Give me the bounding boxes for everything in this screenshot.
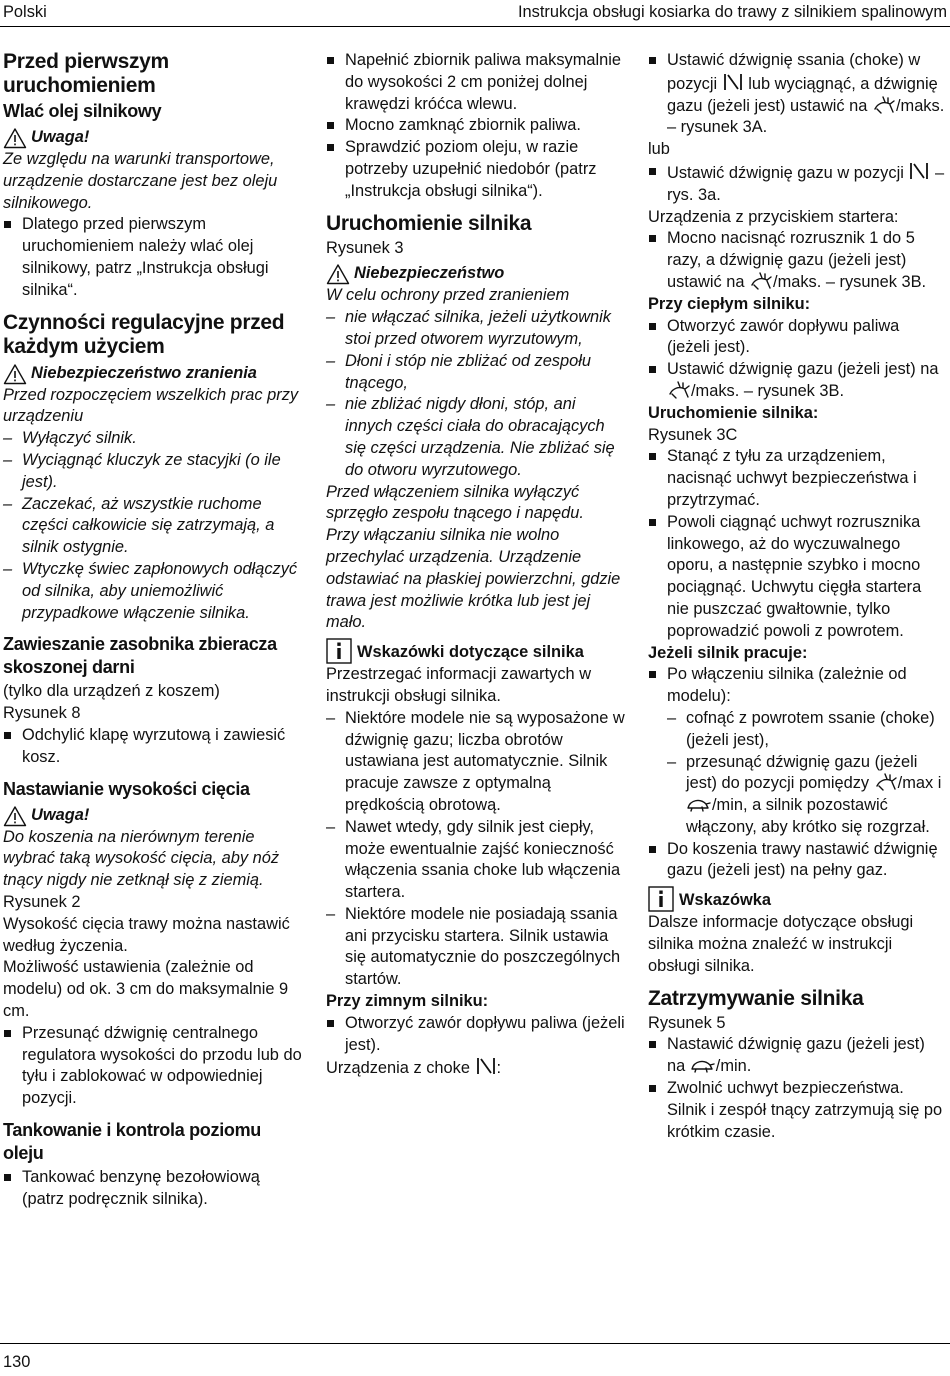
list-item: Otworzyć zawór dopływu paliwa (jeżeli jest). <box>648 316 946 360</box>
list-item: Zwolnić uchwyt bezpieczeństwa. Silnik i zespół tnący zatrzymują się po krótkim czasie. <box>648 1078 946 1143</box>
list-item: – Dłoni i stóp nie zbliżać od zespołu tnącego, <box>326 351 626 395</box>
info-engine-title: Wskazówki dotyczące silnika <box>357 643 584 662</box>
danger-start-intro: W celu ochrony przed zranieniem <box>326 286 570 305</box>
warning-height <box>3 805 303 827</box>
section-heading-first-start: Przed pierwszym uruchomieniem <box>3 50 169 97</box>
warning-oil-title: Uwaga! <box>31 128 90 147</box>
warning-triangle-icon <box>3 805 27 827</box>
list-item: Ustawić dźwignię ssania (choke) w pozycji lub wyciągnąć, a dźwignię gazu (jeżeli jest) ustawić na /maks. – rysunek 3A. <box>648 50 946 139</box>
starter-label: Urządzenia z przyciskiem startera: <box>648 207 899 226</box>
list-item: – Niektóre modele nie są wyposażone w dźwignię gazu; liczba obrotów ustawiana jest automatycznie. Silnik pracuje zawsze z optymalną prędkością obrotową. <box>326 708 626 817</box>
danger-start <box>326 263 626 285</box>
header-rule <box>0 26 950 27</box>
list-item: – nie włączać silnika, jeżeli użytkownik stoi przed otworem wyrzutowym, <box>326 307 626 351</box>
height-paragraph-1: Wysokość cięcia trawy można nastawić według życzenia. <box>3 914 290 955</box>
stop-figure-ref: Rysunek 5 <box>648 1013 726 1032</box>
sub-list-item: – przesunąć dźwignię gazu (jeżeli jest) do pozycji pomiędzy /max i /min, a silnik pozostawić włączony, aby krótko się rozgrzał. <box>667 752 946 839</box>
tortoise-min-icon <box>690 1056 716 1074</box>
list-item: Dlatego przed pierwszym uruchomieniem należy wlać olej silnikowy, patrz „Instrukcja obsługi silnika“. <box>3 214 303 301</box>
list-item: Otworzyć zawór dopływu paliwa (jeżeli jest). <box>326 1013 626 1057</box>
info-engine <box>326 638 626 664</box>
info-engine-intro: Przestrzegać informacji zawartych w instrukcji obsługi silnika. <box>326 665 592 705</box>
column-3 <box>648 50 946 1143</box>
warning-triangle-icon <box>3 127 27 149</box>
list-item: Odchylić klapę wyrzutową i zawiesić kosz. <box>3 725 303 769</box>
choke-icon <box>475 1056 497 1076</box>
hare-max-icon <box>749 272 773 290</box>
engine-running-title: Jeżeli silnik pracuje: <box>648 643 808 662</box>
danger-start-paragraph-2: Przy włączaniu silnika nie wolno przechylać urządzenia. Urządzenie odstawiać na płaskiej powierzchni, gdzie trawa jest możliwie krótka lub jest jej mało. <box>326 526 621 632</box>
list-item: Napełnić zbiornik paliwa maksymalnie do wysokości 2 cm poniżej dolnej krawędzi króćca wlewu. <box>326 50 626 115</box>
warning-height-title: Uwaga! <box>31 805 90 824</box>
list-item: Ustawić dźwignię gazu w pozycji – rys. 3a. <box>648 161 946 207</box>
hare-max-icon <box>667 381 691 399</box>
section-heading-stop: Zatrzymywanie silnika <box>648 986 864 1010</box>
footer-rule <box>0 1343 950 1344</box>
list-item: Nastawić dźwignię gazu (jeżeli jest) na /min. <box>648 1034 946 1078</box>
cold-engine-title: Przy zimnym silniku: <box>326 992 489 1011</box>
info-icon <box>648 886 674 912</box>
danger-injury <box>3 363 303 385</box>
list-item: Mocno nacisnąć rozrusznik 1 do 5 razy, a dźwignię gazu (jeżeli jest) ustawić na /maks. – rysunek 3B. <box>648 228 946 293</box>
tortoise-min-icon <box>686 795 712 813</box>
section-heading-regulation: Czynności regulacyjne przed każdym użyciem <box>3 310 285 358</box>
warning-oil <box>3 127 303 149</box>
start-figure-ref: Rysunek 3C <box>648 425 738 444</box>
danger-start-title: Niebezpieczeństwo <box>354 264 505 283</box>
choke-icon <box>908 161 930 181</box>
list-item: – Nawet wtedy, gdy silnik jest ciepły, może ewentualnie zajść konieczność włączenia ssania choke lub włączenia startera. <box>326 817 626 904</box>
bag-note: (tylko dla urządzeń z koszem) <box>3 682 220 701</box>
list-item: – nie zbliżać nigdy dłoni, stóp, ani innych części ciała do obracających się części urządzenia. Nie zbliżać się do otworu wyrzutowego. <box>326 394 626 481</box>
list-item: Stanąć z tyłu za urządzeniem, nacisnąć uchwyt bezpieczeństwa i przytrzymać. <box>648 446 946 511</box>
column-2 <box>326 50 626 1080</box>
sub-list-item: – cofnąć z powrotem ssanie (choke) (jeżeli jest), <box>667 708 946 752</box>
info-note-title: Wskazówka <box>679 891 772 910</box>
list-item: Przesunąć dźwignię centralnego regulatora wysokości do przodu lub do tyłu i zablokować w odpowiedniej pozycji. <box>3 1023 303 1110</box>
warning-triangle-icon <box>3 363 27 385</box>
list-item: Mocno zamknąć zbiornik paliwa. <box>326 115 626 137</box>
choke-label: Urządzenia z choke : <box>326 1056 626 1080</box>
header-language: Polski <box>3 3 47 21</box>
list-item: – Wyłączyć silnik. <box>3 428 303 450</box>
column-1 <box>3 50 303 1210</box>
page-header <box>3 0 947 27</box>
choke-icon <box>722 72 744 92</box>
start-figure-ref: Rysunek 3 <box>326 238 404 257</box>
list-item: Powoli ciągnąć uchwyt rozrusznika linkowego, aż do wyczuwalnego oporu, a następnie szybko i mocno pociągnąć. Uchwytu cięgła startera nie puszczać gwałtownie, tylko poprowadzić powoli z powrotem. <box>648 512 946 643</box>
or-label: lub <box>648 140 670 159</box>
danger-injury-title: Niebezpieczeństwo zranienia <box>31 363 257 382</box>
subheading-oil: Wlać olej silnikowy <box>3 101 162 121</box>
page-number: 130 <box>3 1353 31 1371</box>
list-item: – Wtyczkę świec zapłonowych odłączyć od silnika, aby uniemożliwić przypadkowe włączenie silnika. <box>3 559 303 624</box>
list-item: – Niektóre modele nie posiadają ssania ani przycisku startera. Silnik ustawia się automatycznie do poszczególnych startów. <box>326 904 626 991</box>
section-heading-height: Nastawianie wysokości cięcia <box>3 778 250 799</box>
list-item: Po włączeniu silnika (zależnie od modelu): – cofnąć z powrotem ssanie (choke) (jeżeli jest), – przesunąć dźwignię gazu (jeżeli jest) do pozycji pomiędzy /max i /min, a silnik pozostawić włączony, aby krótko się rozgrzał. <box>648 664 946 838</box>
warning-triangle-icon <box>326 263 350 285</box>
height-figure-ref: Rysunek 2 <box>3 892 81 911</box>
bag-figure-ref: Rysunek 8 <box>3 704 81 723</box>
danger-injury-intro: Przed rozpoczęciem wszelkich prac przy urządzeniu <box>3 385 299 426</box>
list-item: Do koszenia trawy nastawić dźwignię gazu (jeżeli jest) na pełny gaz. <box>648 839 946 883</box>
warning-oil-text: Ze względu na warunki transportowe, urządzenie dostarczane jest bez oleju silnikowego. <box>3 150 278 212</box>
hare-max-icon <box>874 773 898 791</box>
info-note-text: Dalsze informacje dotyczące obsługi silnika można znaleźć w instrukcji obsługi silnika. <box>648 913 914 975</box>
info-icon <box>326 638 352 664</box>
header-title: Instrukcja obsługi kosiarka do trawy z silnikiem spalinowym <box>517 3 947 21</box>
section-heading-fuel: Tankowanie i kontrola poziomu oleju <box>3 1119 261 1163</box>
list-item: Ustawić dźwignię gazu (jeżeli jest) na /maks. – rysunek 3B. <box>648 359 946 403</box>
danger-start-paragraph-1: Przed włączeniem silnika wyłączyć sprzęgło zespołu tnącego i napędu. <box>326 482 584 523</box>
start-engine-title: Uruchomienie silnika: <box>648 403 819 422</box>
section-heading-start: Uruchomienie silnika <box>326 211 532 235</box>
section-heading-bag: Zawieszanie zasobnika zbieracza skoszonej darni <box>3 634 277 678</box>
list-item: Sprawdzić poziom oleju, w razie potrzeby uzupełnić niedobór (patrz „Instrukcja obsługi silnika“). <box>326 137 626 202</box>
height-paragraph-2: Możliwość ustawienia (zależnie od modelu) od ok. 3 cm do maksymalnie 9 cm. <box>3 958 289 1020</box>
info-note <box>648 886 946 912</box>
warning-height-text: Do koszenia na nierównym terenie wybrać taką wysokość cięcia, aby nóż tnący nigdy nie zetknął się z ziemią. <box>3 827 280 890</box>
list-item: – Wyciągnąć kluczyk ze stacyjki (o ile jest). <box>3 450 303 494</box>
list-item: – Zaczekać, aż wszystkie ruchome części całkowicie się zatrzymają, a silnik ostygnie. <box>3 494 303 559</box>
hare-max-icon <box>872 96 896 114</box>
list-item: Tankować benzynę bezołowiową (patrz podręcznik silnika). <box>3 1167 303 1211</box>
warm-engine-title: Przy ciepłym silniku: <box>648 294 811 313</box>
